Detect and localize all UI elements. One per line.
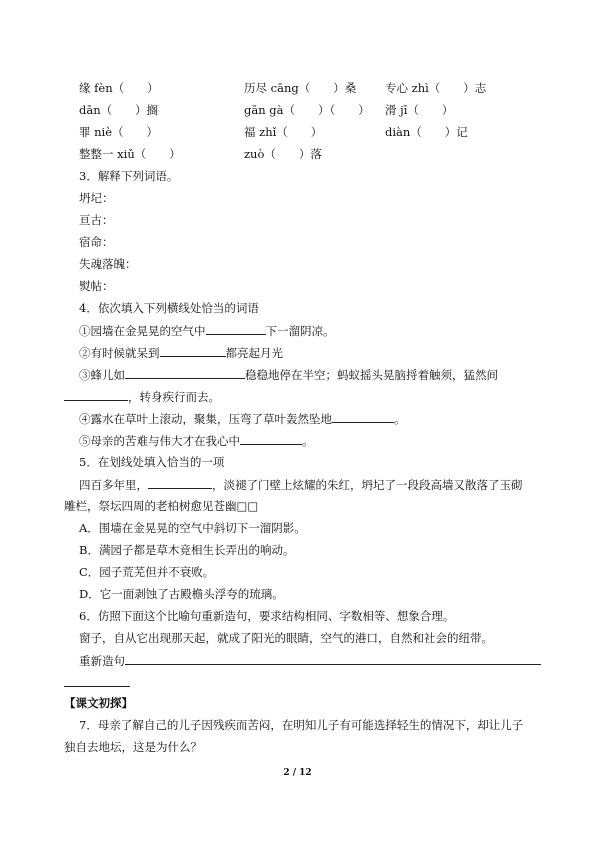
term-item: 宿命：: [79, 235, 114, 249]
option-d: D．它一面剥蚀了古殿檐头浮夸的琉璃。: [79, 587, 284, 601]
answer-blank[interactable]: [240, 432, 302, 445]
sentence-1: ①园墙在金晃晃的空气中 下一溜阴凉。: [79, 324, 335, 338]
pinyin-item: diàn（ ）记: [385, 125, 468, 139]
question-7-line: 独自去地坛，这是为什么？: [64, 740, 202, 754]
answer-blank[interactable]: [206, 322, 266, 335]
pinyin-item: zuò（ ）落: [244, 147, 322, 161]
example-sentence: 窗子，自从它出现那天起，就成了阳光的眼睛，空气的港口，自然和社会的纽带。: [79, 631, 493, 645]
question-7-line: 7．母亲了解自己的儿子因残疾而苦闷，在明知儿子有可能选择轻生的情况下，却让儿子: [79, 718, 524, 732]
pinyin-item: gān gà（ ）（ ）: [244, 103, 370, 117]
sentence-2: ②有时候就呆到 都亮起月光: [79, 346, 283, 360]
term-item: 亘古：: [79, 213, 114, 227]
pinyin-item: 福 zhǐ（ ）: [244, 125, 323, 139]
term-item: 熨帖：: [79, 279, 114, 293]
question-5-title: 5．在划线处填入恰当的一项: [79, 455, 225, 469]
rewrite-line-cont: [64, 674, 130, 691]
question-6-title: 6．仿照下面这个比喻句重新造句，要求结构相同、字数相等、想象合理。: [79, 609, 455, 623]
answer-blank[interactable]: [64, 674, 130, 687]
sentence-3: ③蜂儿如 稳稳地停在半空；蚂蚁摇头晃脑捋着触须，猛然间: [79, 368, 498, 382]
passage-line: 雕栏，祭坛四周的老柏树愈见苍幽□□: [64, 499, 259, 513]
section-title: 【课文初探】: [64, 696, 133, 710]
pinyin-item: 历尽 cāng（ ）桑: [244, 81, 357, 95]
term-item: 坍圮：: [79, 191, 114, 205]
pinyin-item: dān（ ）搁: [79, 103, 159, 117]
question-3-title: 3．解释下列词语。: [79, 169, 179, 183]
option-b: B．满园子都是草木竞相生长弄出的响动。: [79, 543, 295, 557]
term-item: 失魂落魄：: [79, 257, 137, 271]
sentence-5: ⑤母亲的苦难与伟大才在我心中 。: [79, 434, 314, 448]
answer-blank[interactable]: [160, 344, 226, 357]
rewrite-line: 重新造句: [79, 652, 541, 669]
pinyin-item: 整整一 xiǔ（ ）: [79, 147, 181, 161]
question-4-title: 4．依次填入下列横线处恰当的词语: [79, 301, 259, 315]
pinyin-item: 缘 fèn（ ）: [79, 81, 159, 95]
passage-line: 四百多年里， ，淡褪了门壁上炫耀的朱红，坍圮了一段段高墙又散落了玉砌: [79, 478, 523, 492]
answer-blank[interactable]: [148, 476, 212, 489]
sentence-4: ④露水在草叶上滚动，聚集，压弯了草叶轰然坠地 。: [79, 412, 406, 426]
sentence-3-cont: ，转身疾行而去。: [64, 388, 220, 405]
pinyin-item: 滑 jī（ ）: [385, 103, 454, 117]
answer-blank[interactable]: [125, 366, 245, 379]
answer-blank[interactable]: [125, 652, 541, 665]
answer-blank[interactable]: [332, 410, 394, 423]
answer-blank[interactable]: [64, 388, 128, 401]
option-c: C．园子荒芜但并不衰败。: [79, 565, 215, 579]
pinyin-item: 专心 zhì（ ）志: [385, 81, 487, 95]
page-number: 2 / 12: [283, 768, 312, 778]
option-a: A．围墙在金晃晃的空气中斜切下一溜阴影。: [79, 521, 306, 535]
pinyin-item: 罪 niè（ ）: [79, 125, 159, 139]
